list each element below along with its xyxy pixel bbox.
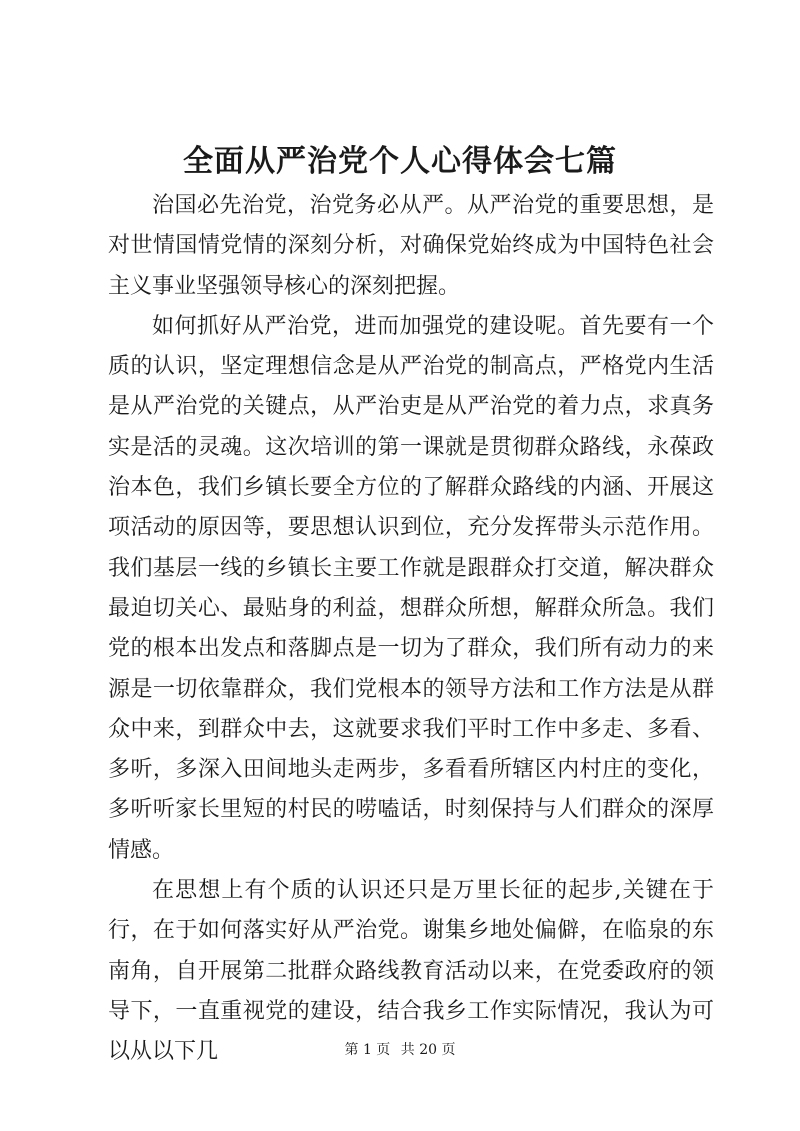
paragraph-2: 如何抓好从严治党，进而加强党的建设呢。首先要有一个质的认识，坚定理想信念是从严治党的制高点，严格党内生活是从严治党的关键点，从严治吏是从严治党的着力点，求真务实是活的灵魂。这次培训的第一课就是贯彻群众路线，永葆政治本色，我们乡镇长要全方位的了解群众路线的内涵、开展这项活动的原因等，要思想认识到位，充分发挥带头示范作用。我们基层一线的乡镇长主要工作就是跟群众打交道，解决群众最迫切关心、最贴身的利益，想群众所想，解群众所急。我们党的根本出发点和落脚点是一切为了群众，我们所有动力的来源是一切依靠群众，我们党根本的领导方法和工作方法是从群众中来，到群众中去，这就要求我们平时工作中多走、多看、多听，多深入田间地头走两步，多看看所辖区内村庄的变化，多听听家长里短的村民的唠嗑话，时刻保持与人们群众的深厚情感。 [108, 313, 714, 863]
page-title: 全面从严治党个人心得体会七篇 [183, 144, 617, 179]
document-body [108, 186, 714, 1073]
paragraph-3: 在思想上有个质的认识还只是万里长征的起步,关键在于行，在于如何落实好从严治党。谢集乡地处偏僻，在临泉的东南角，自开展第二批群众路线教育活动以来，在党委政府的领导下，一直重视党的建设，结合我乡工作实际情况，我认为可以从以下几 [108, 878, 714, 1065]
page-footer [0, 1040, 800, 1060]
paragraph-1: 治国必先治党，治党务必从严。从严治党的重要思想，是对世情国情党情的深刻分析，对确保党始终成为中国特色社会主义事业坚强领导核心的深刻把握。 [108, 193, 714, 299]
page-count: 共 20 页 [400, 1042, 456, 1058]
page-number: 第 1 页 [344, 1042, 391, 1058]
